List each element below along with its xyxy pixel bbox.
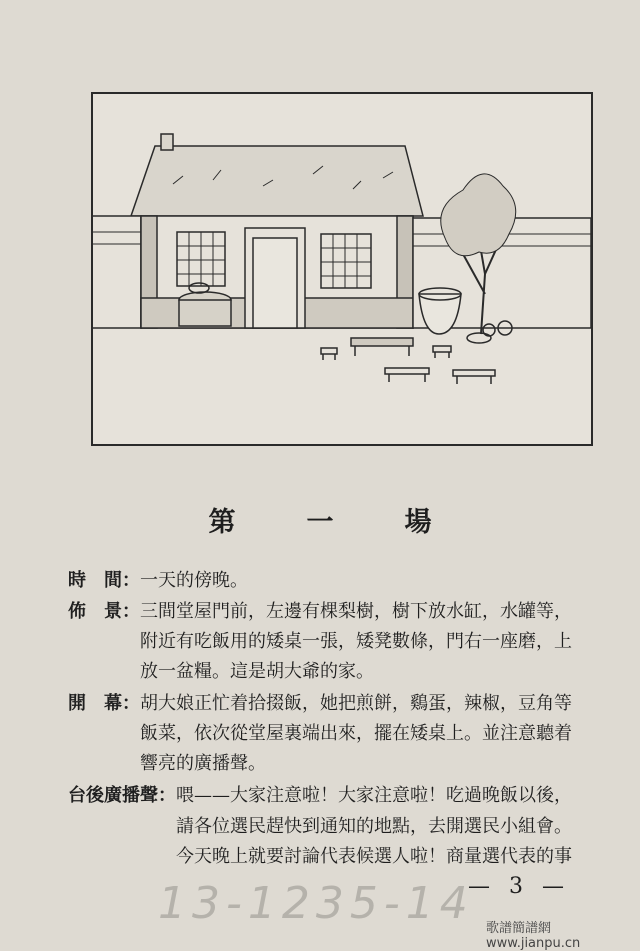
setting-row [68, 597, 572, 627]
opening-row [68, 689, 572, 719]
setting-line-3: 放一盆糧。這是胡大爺的家。 [140, 661, 374, 682]
page-number: — 3 — [468, 874, 570, 899]
scene-title: 第 一 場 [208, 507, 454, 538]
time-row [68, 566, 248, 596]
scene-illustration [91, 92, 593, 446]
opening-line-3: 響亮的廣播聲。 [140, 753, 266, 774]
broadcast-line-1: 喂——大家注意啦！大家注意啦！吃過晚飯以後， [176, 785, 572, 806]
setting-line-2: 附近有吃飯用的矮桌一張，矮凳數條，門右一座磨，上 [140, 631, 572, 652]
broadcast-line-3: 今天晚上就要討論代表候選人啦！商量選代表的事 [176, 846, 572, 867]
opening-line-1: 胡大娘正忙着拾掇飯，她把煎餅，鷄蛋，辣椒，豆角等 [140, 693, 572, 714]
time-text: 一天的傍晚。 [140, 570, 248, 591]
setting-line-1: 三間堂屋門前，左邊有棵梨樹，樹下放水缸，水罐等， [140, 601, 572, 622]
broadcast-line-2: 請各位選民趕快到通知的地點，去開選民小組會。 [176, 816, 572, 837]
courtyard-drawing [93, 94, 591, 444]
broadcast-label: 台後廣播聲： [68, 785, 176, 806]
broadcast-row [68, 781, 572, 811]
opening-label: 開 幕： [68, 693, 140, 714]
time-label: 時 間： [68, 570, 140, 591]
setting-label: 佈 景： [68, 601, 140, 622]
site-watermark: 歌譜簡譜網 www.jianpu.cn [486, 921, 581, 951]
opening-line-2: 飯菜，依次從堂屋裏端出來，擺在矮桌上。並注意聽着 [140, 723, 572, 744]
catalog-mark: 13-1235-14 [158, 878, 474, 929]
